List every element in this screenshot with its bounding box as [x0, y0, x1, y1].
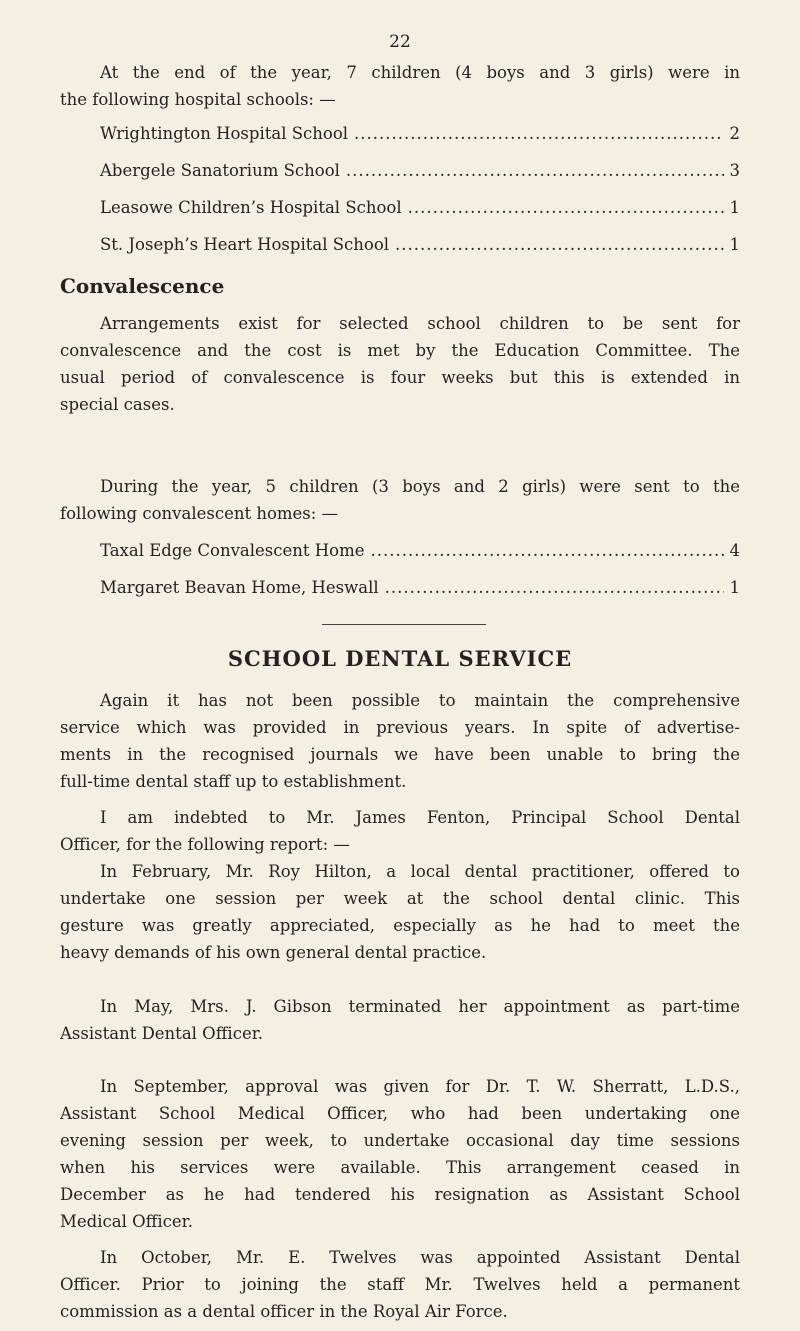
- heading-convalescence: Convalescence: [60, 274, 225, 298]
- paragraph-line: In February, Mr. Roy Hilton, a local dental practitioner, offered to: [100, 862, 740, 881]
- list-item: [100, 537, 740, 564]
- paragraph-line: I am indebted to Mr. James Fenton, Principal School Dental: [100, 808, 740, 827]
- item-count: 4: [729, 541, 740, 560]
- list-item: [100, 120, 740, 147]
- item-count: 1: [729, 235, 740, 254]
- paragraph-line: undertake one session per week at the school dental clinic. This: [60, 889, 740, 908]
- paragraph-line: gesture was greatly appreciated, especially as he had to meet the: [60, 916, 740, 935]
- item-name: Taxal Edge Convalescent Home: [100, 541, 365, 560]
- item-name: Abergele Sanatorium School: [100, 161, 340, 180]
- paragraph-line: In September, approval was given for Dr. T. W. Sherratt, L.D.S.,: [100, 1077, 740, 1096]
- paragraph-line: Again it has not been possible to maintain the comprehensive: [100, 691, 740, 710]
- dot-leader: [354, 120, 723, 147]
- paragraph-line: Assistant School Medical Officer, who had been undertaking one: [60, 1104, 740, 1123]
- dot-leader: [408, 194, 724, 221]
- paragraph-line: Officer. Prior to joining the staff Mr. Twelves held a permanent: [60, 1275, 740, 1294]
- item-name: Margaret Beavan Home, Heswall: [100, 578, 379, 597]
- item-count: 1: [729, 578, 740, 597]
- item-name: Wrightington Hospital School: [100, 124, 349, 143]
- paragraph-line: full-time dental staff up to establishment.: [60, 772, 407, 791]
- dot-leader: [346, 157, 724, 184]
- paragraph-line: At the end of the year, 7 children (4 boys and 3 girls) were in: [100, 63, 740, 82]
- paragraph-line: Officer, for the following report: —: [60, 835, 350, 854]
- paragraph-line: usual period of convalescence is four weeks but this is extended in: [60, 368, 740, 387]
- section-divider: [322, 624, 486, 625]
- paragraph-line: convalescence and the cost is met by the Education Committee. The: [60, 341, 740, 360]
- list-item: [100, 194, 740, 221]
- dot-leader: [385, 574, 724, 601]
- item-name: St. Joseph’s Heart Hospital School: [100, 235, 390, 254]
- item-count: 1: [729, 198, 740, 217]
- page-number: 22: [389, 32, 411, 52]
- list-item: [100, 574, 740, 601]
- dot-leader: [371, 537, 724, 564]
- paragraph-line: special cases.: [60, 395, 175, 414]
- list-item: [100, 157, 740, 184]
- paragraph-line: In October, Mr. E. Twelves was appointed Assistant Dental: [100, 1248, 740, 1267]
- paragraph-line: the following hospital schools: —: [60, 90, 336, 109]
- paragraph-line: commission as a dental officer in the Royal Air Force.: [60, 1302, 508, 1321]
- heading-school-dental-service: SCHOOL DENTAL SERVICE: [227, 646, 573, 671]
- paragraph-line: In May, Mrs. J. Gibson terminated her appointment as part-time: [100, 997, 740, 1016]
- paragraph-line: ments in the recognised journals we have been unable to bring the: [60, 745, 740, 764]
- list-item: [100, 231, 740, 258]
- paragraph-line: service which was provided in previous years. In spite of advertise-: [60, 718, 740, 737]
- paragraph-line: Medical Officer.: [60, 1212, 193, 1231]
- item-count: 2: [729, 124, 740, 143]
- dot-leader: [395, 231, 723, 258]
- paragraph-line: Arrangements exist for selected school children to be sent for: [100, 314, 740, 333]
- paragraph-line: following convalescent homes: —: [60, 504, 339, 523]
- paragraph-line: heavy demands of his own general dental practice.: [60, 943, 487, 962]
- item-name: Leasowe Children’s Hospital School: [100, 198, 402, 217]
- item-count: 3: [729, 161, 740, 180]
- paragraph-line: evening session per week, to undertake occasional day time sessions: [60, 1131, 740, 1150]
- paragraph-line: when his services were available. This arrangement ceased in: [60, 1158, 740, 1177]
- paragraph-line: During the year, 5 children (3 boys and 2 girls) were sent to the: [100, 477, 740, 496]
- paragraph-line: Assistant Dental Officer.: [60, 1024, 264, 1043]
- paragraph-line: December as he had tendered his resignation as Assistant School: [60, 1185, 740, 1204]
